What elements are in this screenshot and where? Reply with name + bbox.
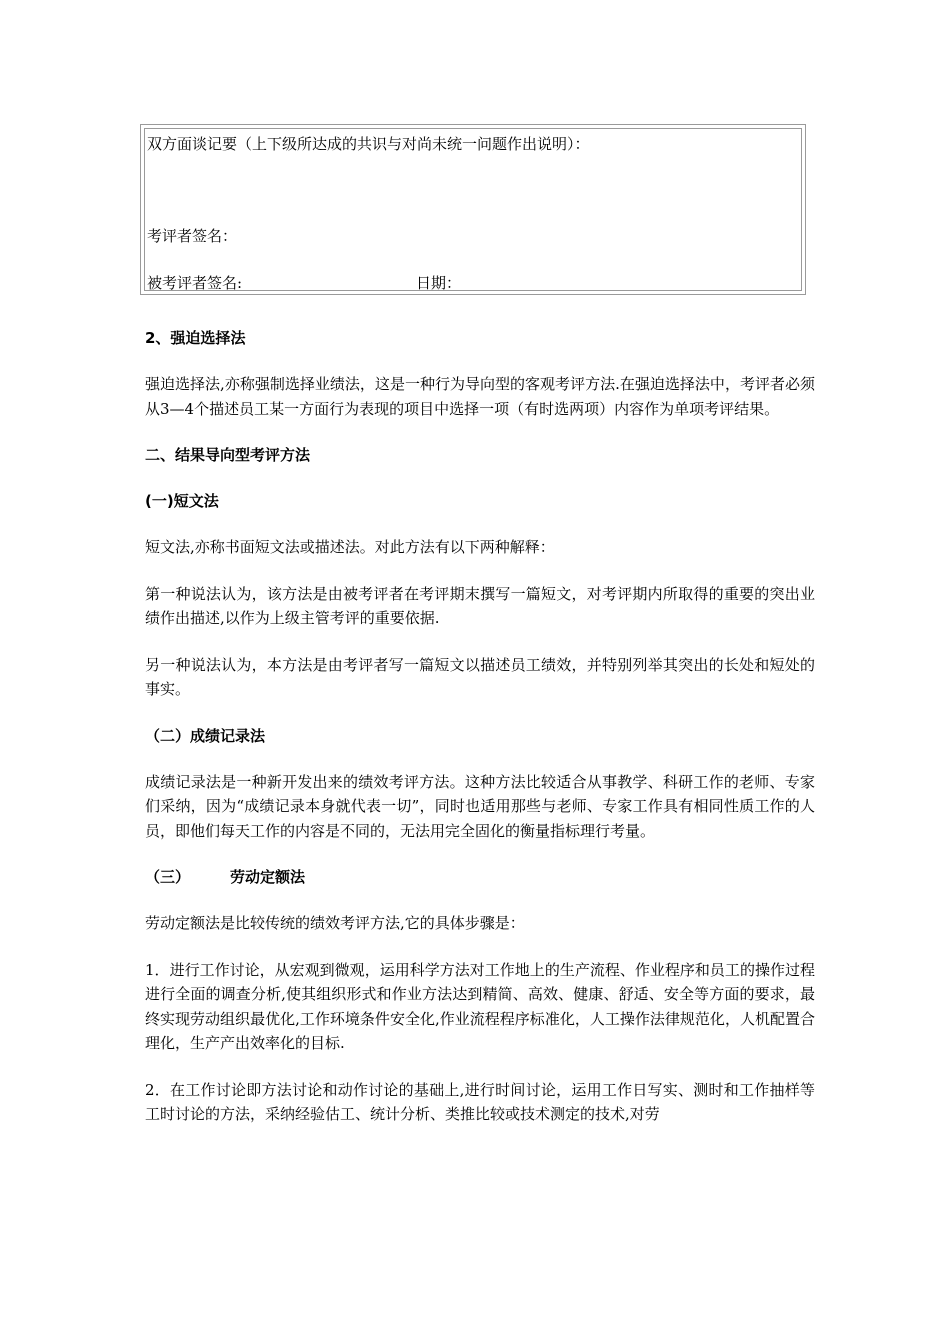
forced-choice-heading: 2、强迫选择法 [145,329,246,347]
document-body [145,326,815,1127]
form-inner-border [144,128,802,291]
forced-choice-paragraph: 强迫选择法,亦称强制选择业绩法，这是一种行为导向型的客观考评方法.在强迫选择法中，考评者必须从3—4个描述员工某一方面行为表现的项目中选择一项（有时选两项）内容作为单项考评结果。 [145,375,815,418]
records-method-paragraph: 成绩记录法是一种新开发出来的绩效考评方法。这种方法比较适合从事教学、科研工作的老师、专家们采纳，因为“成绩记录本身就代表一切”，同时也适用那些与老师、专家工作具有相同性质工作的人员，即他们每天工作的内容是不同的，无法用完全固化的衡量指标理行考量。 [145,772,815,840]
essay-method-view-one: 第一种说法认为，该方法是由被考评者在考评期末撰写一篇短文，对考评期内所取得的重要的突出业绩作出描述,以作为上级主管考评的重要依据. [145,584,815,627]
appraisal-interview-form [140,124,806,295]
essay-method-intro: 短文法,亦称书面短文法或描述法。对此方法有以下两种解释： [145,538,555,556]
labor-quota-step-one: 1．进行工作讨论，从宏观到微观，运用科学方法对工作地上的生产流程、作业程序和员工的操作过程进行全面的调查分析,使其组织形式和作业方法达到精简、高效、健康、舒适、安全等方面的要求，最终实现劳动组织最优化,工作环境条件安全化,作业流程程序标准化，人工操作法律规范化，人机配置合理化，生产产出效率化的目标. [145,960,815,1052]
interview-notes-label: 双方面谈记要（上下级所达成的共识与对尚未统一问题作出说明）： [147,135,590,153]
essay-method-view-two: 另一种说法认为，本方法是由考评者写一篇短文以描述员工绩效，并特别列举其突出的长处和短处的事实。 [145,655,815,698]
date-label: 日期： [416,274,462,292]
reviewee-signature-label: 被考评者签名: [147,274,243,292]
labor-quota-intro: 劳动定额法是比较传统的绩效考评方法,它的具体步骤是： [145,914,525,932]
labor-quota-heading-title: 劳动定额法 [230,868,306,886]
labor-quota-heading [145,865,815,889]
result-oriented-heading: 二、结果导向型考评方法 [145,446,311,464]
reviewer-signature-label: 考评者签名： [147,227,238,245]
labor-quota-step-two: 2．在工作讨论即方法讨论和动作讨论的基础上,进行时间讨论，运用工作日写实、测时和工作抽样等工时讨论的方法，采纳经验估工、统计分析、类推比较或技术测定的技术,对劳 [145,1080,815,1123]
reviewee-signature-row [147,273,462,293]
records-method-heading: （二）成绩记录法 [145,726,266,745]
essay-method-heading: (一)短文法 [145,492,219,510]
labor-quota-heading-number: （三） [145,868,191,886]
